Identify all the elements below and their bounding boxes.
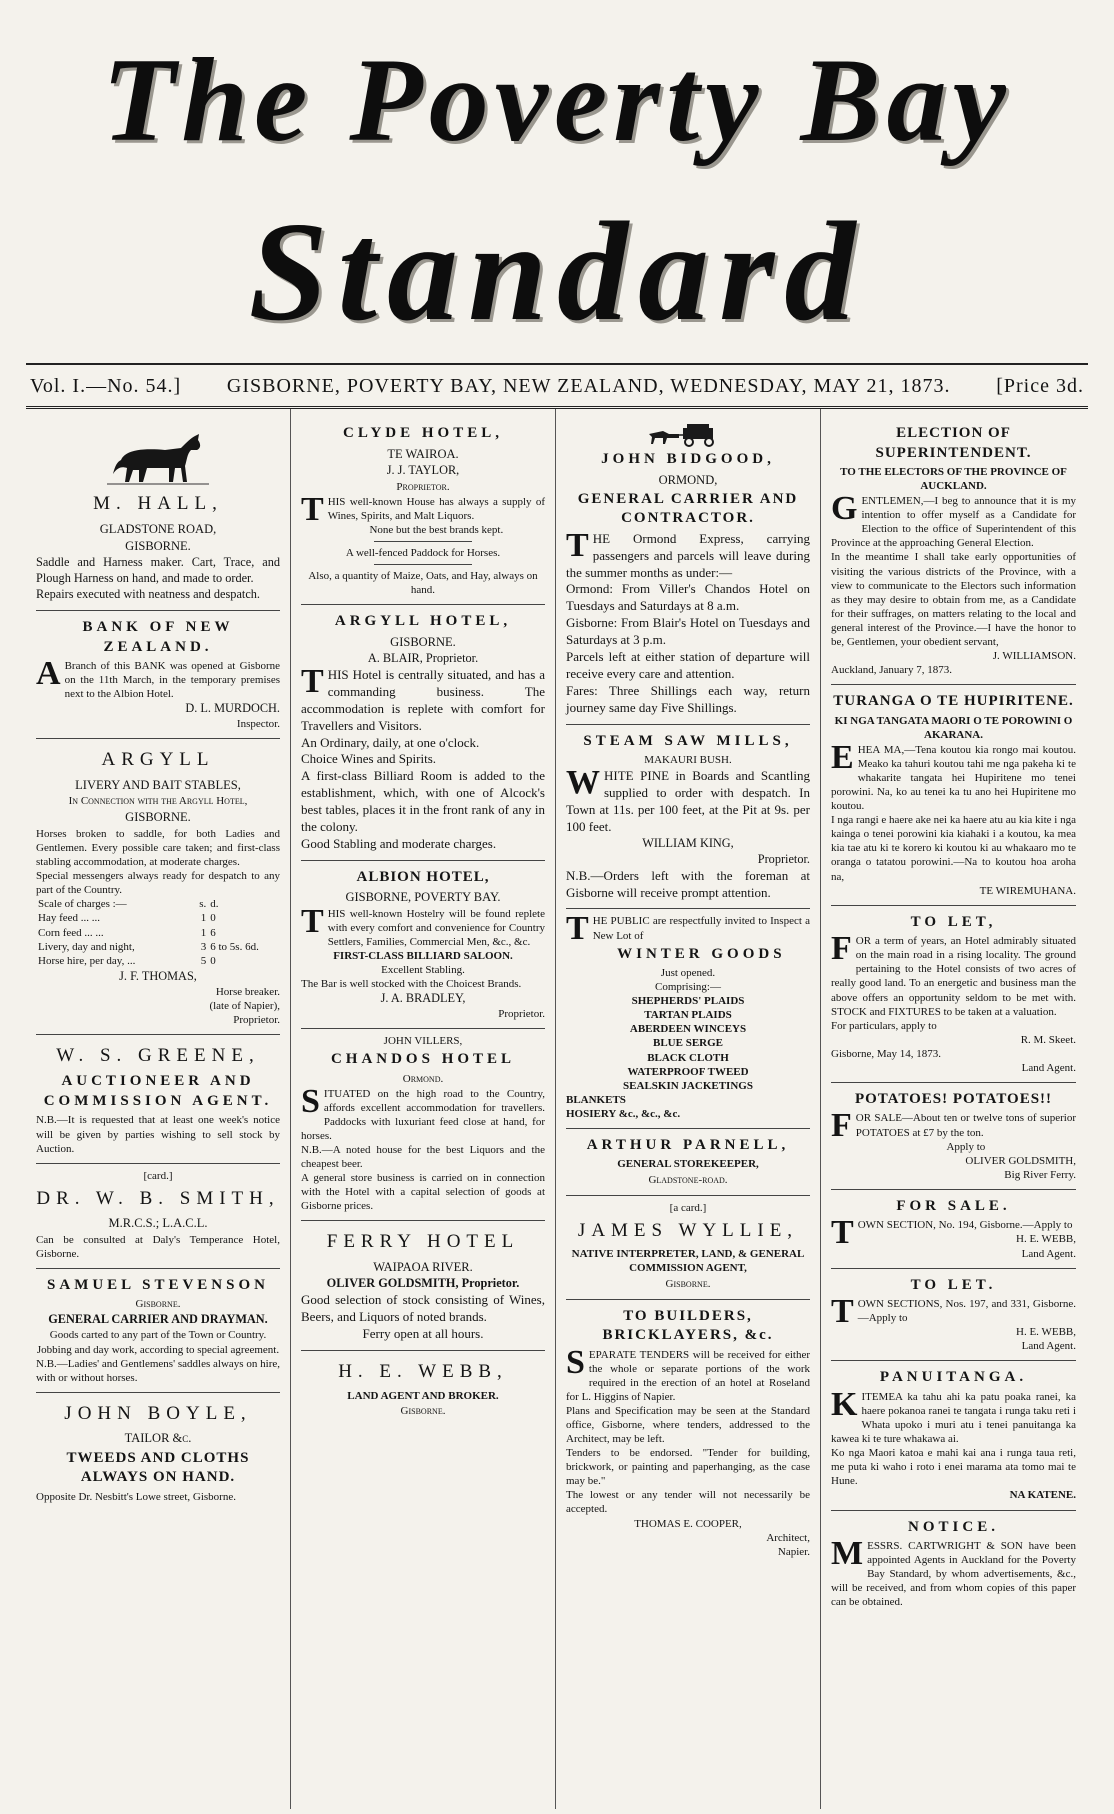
ad-boyle: [36, 1393, 280, 1511]
greene-name: W. S. GREENE,: [56, 1044, 260, 1066]
argyll-sub-2: In Connection with the Argyll Hotel,: [68, 795, 248, 808]
potatoes-body: FOR SALE—About ten or twelve tons of superior POTATOES at £7 by the ton.: [831, 1107, 1076, 1145]
hall-name: M. HALL,: [93, 493, 223, 514]
ferry-owner: OLIVER GOLDSMITH, Proprietor.: [326, 1276, 520, 1291]
boyle-role: TAILOR &c.: [124, 1431, 192, 1446]
volume-number: Vol. I.—No. 54.]: [30, 375, 182, 397]
clyde-line-2: A well-fenced Paddock for Horses.: [345, 547, 501, 560]
argyll-body-1: Horses broken to saddle, for both Ladies and Gentlemen. Every possible care taken; and first-class stabling accommodation, at moderate charges.: [36, 827, 280, 868]
turanga-body-1: EHEA MA,—Tena koutou kia rongo mai koutou. Meako ka tahuri koutou tahi me nga pakeha ki te whakarite tangata hei Hupiritene mo tenei porowini. Na, ko au tenei ka tu ano hei Hupiritene mo koutou.: [831, 738, 1076, 813]
ad-argyll-hotel: [301, 605, 545, 861]
election-body-2: In the meantime I shall take early opportunities of visiting the various districts of the Province, with a view to communicate to the Electors such information as they may desire to obtain from me, as a Candidate for their suffrages, on matters relating to the local and general interest of the Province.—I have the honor to be, Gentlemen, your obedient servant,: [831, 551, 1076, 648]
to-let-body: FOR a term of years, an Hotel admirably situated on the main road in a rising locality. The ground pertaining to the Hotel consists of two acres of really good land. To an energetic and business man the above offers an opportunity seldom to be met with. STOCK and FIXTURES to be taken at a valuation.: [831, 930, 1076, 1018]
rate-s: 1: [200, 926, 207, 939]
winter-title: WINTER GOODS: [617, 945, 786, 962]
for-sale-heading: FOR SALE.: [896, 1197, 1011, 1214]
mills-note: N.B.—Orders left with the foreman at Gisborne will receive prompt attention.: [566, 867, 810, 900]
turanga-body-2: I nga rangi e haere ake nei ka haere atu au kia kite i nga kainga o tenei porowini kia kiahaki i a koutou, ka mea kia tae atu ki te korero ki koutou ki au whakaaro mo te oranga o tatatou porowini.—Na to koutou hoa aroha na,: [831, 814, 1076, 883]
to-let-heading: TO LET,: [910, 913, 997, 930]
mills-place: MAKAURI BUSH.: [644, 754, 732, 767]
clyde-name: CLYDE HOTEL,: [343, 425, 503, 441]
clyde-line-3: Also, a quantity of Maize, Oats, and Hay, always on hand.: [308, 570, 538, 597]
clyde-line-1: None but the best brands kept.: [369, 523, 504, 536]
to-let-signature: R. M. Skeet.: [1020, 1033, 1076, 1046]
masthead-title-line1: The Poverty Bay: [102, 33, 1012, 166]
argyll-hotel-owner: A. BLAIR, Proprietor.: [367, 651, 479, 666]
to-let-2-role: Land Agent.: [1021, 1340, 1076, 1353]
to-let-2-body: TOWN SECTIONS, Nos. 197, and 331, Gisborne.—Apply to: [831, 1293, 1076, 1331]
turanga-signature: TE WIREMUHANA.: [979, 884, 1076, 897]
ad-winter-goods: [566, 909, 810, 1129]
rates-title: Scale of charges :—: [38, 898, 127, 911]
table-row: [36, 954, 280, 968]
smith-card: [card.]: [143, 1169, 173, 1182]
ad-clyde-hotel: [301, 417, 545, 605]
builders-town: Napier.: [777, 1545, 810, 1558]
rate-d: 6: [210, 926, 216, 939]
to-let-2-signature: H. E. WEBB,: [1016, 1326, 1076, 1339]
stagecoach-woodcut-icon: [643, 422, 733, 448]
election-body-1: GENTLEMEN,—I beg to announce that it is my intention to offer myself as a Candidate for Election to the office of Superintendent of this Province at the approaching General Election.: [831, 490, 1076, 550]
ad-argyll-stables: [36, 739, 280, 1034]
columns: [26, 409, 1088, 1809]
builders-plans: Plans and Specification may be seen at the Standard office, Gisborne, where tenders, addressed to the Architect, may be left.: [566, 1404, 810, 1446]
bidgood-gisborne: Gisborne: From Blair's Hotel on Tuesdays and Saturdays at 3 p.m.: [566, 615, 810, 648]
potatoes-heading: POTATOES! POTATOES!!: [854, 1090, 1053, 1107]
stevenson-body-2: Jobbing and day work, according to special agreement.: [36, 1343, 280, 1356]
albion-bar: The Bar is well stocked with the Choicest Brands.: [301, 977, 522, 990]
argyll-role-2: (late of Napier),: [209, 999, 280, 1012]
rate-item: Horse hire, per day, ...: [38, 955, 136, 968]
rate-item: Corn feed ... ...: [38, 926, 104, 939]
builders-lowest: The lowest or any tender will not necessarily be accepted.: [566, 1489, 810, 1516]
parnell-name: ARTHUR PARNELL,: [586, 1136, 790, 1153]
mills-body: WHITE PINE in Boards and Scantling supplied to order with despatch. In Town at 11s. per 100 feet, at the Pit at 9s. per 100 feet.: [566, 764, 810, 834]
stevenson-town: Gisborne.: [135, 1298, 181, 1311]
ad-chandos-hotel: [301, 1029, 545, 1221]
ad-panuitanga: [831, 1361, 1076, 1510]
turanga-heading: TURANGA O TE HUPIRITENE.: [833, 693, 1074, 710]
for-sale-role: Land Agent.: [1021, 1247, 1076, 1260]
wyllie-card: [a card.]: [669, 1201, 707, 1214]
hall-body-1: Saddle and Harness maker. Cart, Trace, and Plough Harness on hand, and made to order.: [36, 555, 280, 586]
chandos-store: A general store business is carried on in connection with the Hotel with a capital selection of goods at Gisborne prices.: [301, 1172, 545, 1213]
place-date: GISBORNE, POVERTY BAY, NEW ZEALAND, WEDNESDAY, MAY 21, 1873.: [226, 375, 951, 397]
ad-hall: [36, 417, 280, 611]
panuitanga-body-1: KITEMEA ka tahu ahi ka patu poaka ranei, ka haere pokanoa ranei te tangata i runga taku reti i Whata upoko i muri atu i tenei panuitanga ka kawea ki te ture whakawa ai.: [831, 1385, 1076, 1446]
rate-item: Livery, day and night,: [38, 940, 135, 953]
argyll-hotel-body-1: THIS Hotel is centrally situated, and has a commanding business. The accommodation is replete with comfort for Travellers and Visitors.: [301, 663, 545, 733]
winter-opened: Just opened.: [660, 967, 716, 980]
election-heading: ELECTION OF SUPERINTENDENT.: [875, 425, 1032, 461]
argyll-role-1: Horse breaker.: [215, 985, 280, 998]
wyllie-title: NATIVE INTERPRETER, LAND, & GENERAL COMMISSION AGENT,: [571, 1248, 805, 1275]
clyde-place: TE WAIROA.: [387, 446, 459, 461]
ad-bidgood: [566, 417, 810, 725]
winter-comprising: Comprising:—: [654, 981, 721, 994]
rate-s: 3: [200, 940, 207, 953]
argyll-signature: J. F. THOMAS,: [119, 968, 197, 983]
potatoes-apply: Apply to: [946, 1140, 986, 1153]
boyle-body: Opposite Dr. Nesbitt's Lowe street, Gisborne.: [36, 1490, 236, 1503]
chandos-name: CHANDOS HOTEL: [330, 1051, 516, 1068]
smith-body: Can be consulted at Daly's Temperance Hotel, Gisborne.: [36, 1233, 280, 1260]
argyll-heading: ARGYLL: [101, 749, 215, 771]
mills-role: Proprietor.: [757, 851, 810, 866]
rate-d: 0: [210, 912, 216, 925]
boyle-name: JOHN BOYLE,: [64, 1402, 252, 1424]
bidgood-name: JOHN BIDGOOD,: [601, 451, 775, 467]
list-item: BLACK CLOTH: [647, 1051, 729, 1064]
smith-quals: M.R.C.S.; L.A.C.L.: [108, 1216, 208, 1231]
election-place-date: Auckland, January 7, 1873.: [831, 664, 952, 677]
chandos-owner: JOHN VILLERS,: [383, 1035, 463, 1048]
divider: [374, 541, 472, 542]
list-item: TARTAN PLAIDS: [644, 1009, 732, 1022]
clyde-owner: J. J. TAYLOR,: [386, 462, 460, 477]
column-1: [26, 409, 291, 1809]
stevenson-body-1: Goods carted to any part of the Town or Country.: [49, 1329, 267, 1342]
potatoes-signature: OLIVER GOLDSMITH,: [965, 1154, 1076, 1167]
hall-address: GLADSTONE ROAD,: [99, 521, 217, 536]
to-let-place-date: Gisborne, May 14, 1873.: [831, 1047, 941, 1060]
bank-body: ABranch of this BANK was opened at Gisborne on the 11th March, in the temporary premises next to the Albion Hotel.: [36, 655, 280, 701]
to-let-role: Land Agent.: [1021, 1061, 1076, 1074]
rates-header-row: [36, 897, 280, 911]
ad-for-sale: [831, 1190, 1076, 1269]
webb-title: LAND AGENT AND BROKER.: [347, 1389, 499, 1402]
notice-body: MESSRS. CARTWRIGHT & SON have been appointed Agents in Auckland for the Poverty Bay Standard, by whom advertisements, &c., will be received, and from whom copies of this paper can be obtained.: [831, 1535, 1076, 1609]
ad-potatoes: [831, 1083, 1076, 1190]
wyllie-name: JAMES WYLLIE,: [577, 1219, 799, 1241]
list-item: ABERDEEN WINCEYS: [629, 1023, 747, 1036]
rate-s: 5: [200, 955, 207, 968]
notice-heading: NOTICE.: [908, 1518, 999, 1535]
builders-heading: TO BUILDERS, BRICKLAYERS, &c.: [602, 1307, 774, 1344]
albion-owner: J. A. BRADLEY,: [380, 991, 466, 1006]
panuitanga-body-2: Ko nga Maori katoa e mahi kai ana i runga taua reti, me puta ki waho i roto i enei marama ata tomo mai te Hune.: [831, 1447, 1076, 1488]
ferry-place: WAIPAOA RIVER.: [373, 1260, 473, 1275]
ferry-line: Ferry open at all hours.: [362, 1326, 484, 1342]
chandos-note: N.B.—A noted house for the best Liquors and the cheapest beer.: [301, 1144, 545, 1171]
list-item: BLANKETS: [566, 1093, 626, 1106]
divider: [374, 564, 472, 565]
ad-greene: [36, 1035, 280, 1164]
bidgood-parcels: Parcels left at either station of departure will receive every care and attention.: [566, 648, 810, 681]
wyllie-town: Gisborne.: [665, 1277, 711, 1290]
ad-albion-hotel: [301, 861, 545, 1029]
parnell-place: Gladstone-road.: [648, 1173, 728, 1186]
bank-heading: BANK OF NEW ZEALAND.: [82, 619, 234, 655]
table-row: [36, 940, 280, 954]
hall-body-2: Repairs executed with neatness and despatch.: [36, 587, 260, 602]
rates-col-d: d.: [210, 898, 219, 911]
column-2: [291, 409, 556, 1809]
list-item: BLUE SERGE: [653, 1037, 723, 1050]
bidgood-title: GENERAL CARRIER AND CONTRACTOR.: [577, 490, 799, 527]
rate-s: 1: [200, 912, 207, 925]
argyll-hotel-town: GISBORNE.: [390, 634, 456, 649]
rate-item: Hay feed ... ...: [38, 912, 101, 925]
election-to: TO THE ELECTORS OF THE PROVINCE OF AUCKLAND.: [840, 466, 1067, 493]
dateline: [26, 365, 1088, 409]
bidgood-ormond: Ormond: From Viller's Chandos Hotel on Tuesdays and Saturdays at 8 a.m.: [566, 581, 810, 614]
turanga-sub: KI NGA TANGATA MAORI O TE POROWINI O AKARANA.: [834, 714, 1073, 741]
ad-to-let-2: [831, 1269, 1076, 1362]
builders-endorse: Tenders to be endorsed. "Tender for building, brickwork, or painting and paperhanging, as the case may be.": [566, 1447, 810, 1488]
clyde-role: Proprietor.: [396, 480, 450, 493]
boyle-line: TWEEDS AND CLOTHS ALWAYS ON HAND.: [66, 1449, 250, 1486]
for-sale-signature: H. E. WEBB,: [1016, 1233, 1076, 1246]
ad-parnell: [566, 1129, 810, 1196]
bank-signature: D. L. MURDOCH.: [185, 701, 280, 716]
ferry-name: FERRY HOTEL: [326, 1231, 520, 1253]
ad-smith: [36, 1164, 280, 1269]
ad-turanga: [831, 685, 1076, 906]
greene-title: AUCTIONEER AND COMMISSION AGENT.: [43, 1073, 273, 1109]
masthead: [26, 10, 1088, 365]
hall-town: GISBORNE.: [125, 538, 191, 553]
argyll-hotel-name: ARGYLL HOTEL,: [334, 613, 512, 630]
argyll-hotel-body-4: A first-class Billiard Room is added to the establishment, which, with one of Alcock's best tables, places it in the front rank of any in the colony.: [301, 768, 545, 835]
list-item: SHEPHERDS' PLAIDS: [631, 995, 745, 1008]
chandos-body: SITUATED on the high road to the Country, affords excellent accommodation for travellers. Paddocks with luxuriant feed close at hand, for horses.: [301, 1082, 545, 1142]
panuitanga-heading: PANUITANGA.: [879, 1369, 1028, 1386]
rate-d: 6 to 5s. 6d.: [210, 940, 259, 953]
bidgood-fares: Fares: Three Shillings each way, return journey same day Five Shillings.: [566, 682, 810, 715]
table-row: [36, 926, 280, 940]
stevenson-name: SAMUEL STEVENSON: [47, 1276, 269, 1293]
argyll-town: GISBORNE.: [125, 810, 191, 825]
builders-body: SEPARATE TENDERS will be received for either the whole or separate portions of the work required in the erection of an hotel at Roseland for L. Higgins of Napier.: [566, 1343, 810, 1403]
ad-election: [831, 417, 1076, 685]
clyde-body: THIS well-known House has always a supply of Wines, Spirits, and Malt Liquors.: [301, 490, 545, 528]
ad-notice: [831, 1511, 1076, 1617]
ad-to-let: [831, 906, 1076, 1083]
to-let-2-heading: TO LET.: [910, 1276, 997, 1293]
albion-role: Proprietor.: [498, 1008, 545, 1021]
argyll-sub-1: LIVERY AND BAIT STABLES,: [75, 778, 241, 793]
builders-role: Architect,: [766, 1531, 810, 1544]
argyll-hotel-body-5: Good Stabling and moderate charges.: [301, 835, 497, 851]
horse-woodcut-icon: [103, 428, 213, 488]
ad-ferry-hotel: [301, 1221, 545, 1351]
argyll-role-3: Proprietor.: [233, 1013, 280, 1026]
albion-name: ALBION HOTEL,: [356, 868, 490, 885]
bank-role: Inspector.: [236, 718, 280, 731]
ad-saw-mills: [566, 725, 810, 910]
bidgood-place: ORMOND,: [658, 472, 718, 487]
potatoes-place: Big River Ferry.: [1004, 1168, 1076, 1181]
greene-note: N.B.—It is requested that at least one week's notice will be given by parties wishing to sell stock by Auction.: [36, 1114, 280, 1155]
builders-signature: THOMAS E. COOPER,: [634, 1517, 742, 1530]
chandos-place: Ormond.: [402, 1072, 444, 1085]
smith-name: DR. W. B. SMITH,: [36, 1187, 280, 1209]
ferry-body: Good selection of stock consisting of Wines, Beers, and Liquors of noted brands.: [301, 1292, 545, 1325]
list-item: WATERPROOF TWEED: [627, 1065, 749, 1078]
argyll-hotel-body-2: An Ordinary, daily, at one o'clock.: [301, 734, 480, 750]
albion-saloon: FIRST-CLASS BILLIARD SALOON.: [333, 949, 513, 962]
ad-stevenson: [36, 1269, 280, 1393]
rates-table: [36, 897, 280, 968]
albion-town: GISBORNE, POVERTY BAY.: [345, 890, 501, 905]
table-row: [36, 911, 280, 925]
stevenson-title: GENERAL CARRIER AND DRAYMAN.: [48, 1312, 268, 1327]
argyll-body-2: Special messengers always ready for despatch to any part of the Country.: [36, 869, 280, 897]
column-3: [556, 409, 821, 1809]
mills-owner: WILLIAM KING,: [642, 835, 734, 850]
bidgood-body: THE Ormond Express, carrying passengers and parcels will leave during the summer months as under:—: [566, 526, 810, 580]
winter-intro: THE PUBLIC are respectfully invited to Inspect a New Lot of: [566, 910, 810, 948]
masthead-title-line2: Standard: [248, 192, 866, 350]
panuitanga-signature: NA KATENE.: [1009, 1489, 1076, 1502]
list-item: HOSIERY &c., &c., &c.: [566, 1107, 681, 1120]
to-let-apply: For particulars, apply to: [831, 1019, 937, 1032]
column-4: [821, 409, 1086, 1809]
ad-builders: [566, 1300, 810, 1566]
webb-town: Gisborne.: [400, 1404, 446, 1417]
parnell-title: GENERAL STOREKEEPER,: [617, 1158, 759, 1171]
albion-body: THIS well-known Hostelry will be found replete with every comfort and convenience for Country Settlers, Families, Commercial Men, &c., &c.: [301, 902, 545, 948]
rates-col-s: s.: [199, 898, 207, 911]
ad-bank: [36, 611, 280, 739]
rate-d: 0: [210, 955, 216, 968]
webb-name: H. E. WEBB,: [338, 1361, 508, 1383]
mills-name: STEAM SAW MILLS,: [583, 732, 793, 749]
list-item: SEALSKIN JACKETINGS: [623, 1079, 753, 1092]
ad-wyllie: [566, 1196, 810, 1300]
albion-stabling: Excellent Stabling.: [381, 963, 465, 976]
price: [Price 3d.: [996, 375, 1084, 397]
ad-webb: [301, 1351, 545, 1426]
argyll-hotel-body-3: Choice Wines and Spirits.: [301, 751, 437, 767]
for-sale-body: TOWN SECTION, No. 194, Gisborne.—Apply to: [831, 1214, 1073, 1252]
stevenson-note: N.B.—Ladies' and Gentlemens' saddles always on hire, with or without horses.: [36, 1357, 280, 1384]
election-signature: J. WILLIAMSON.: [992, 650, 1076, 663]
